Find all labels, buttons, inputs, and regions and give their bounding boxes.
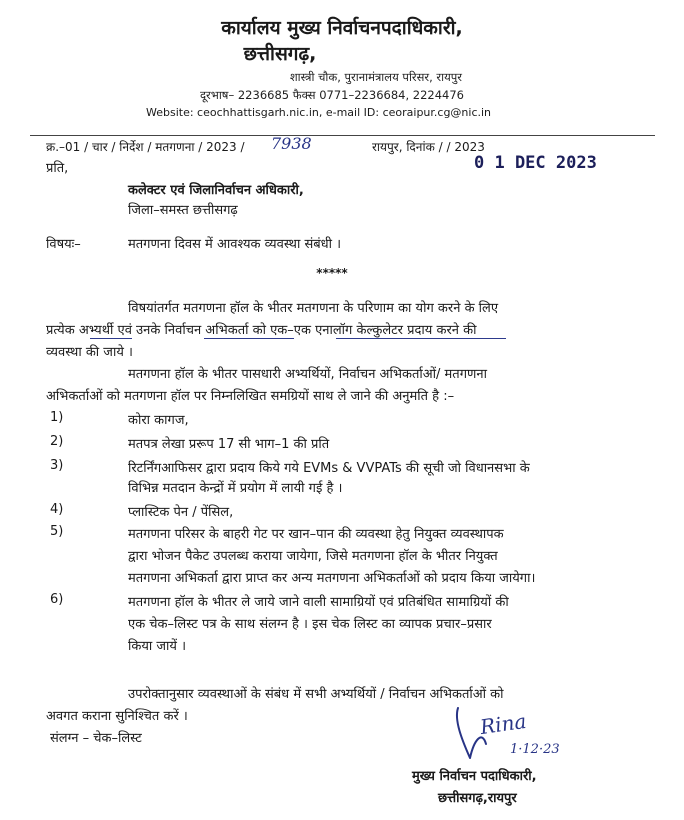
separator: ***** [316, 266, 348, 280]
list-item-text: रिटर्निंगआफिसर द्वारा प्रदाय किये गये EVMs & VVPATs की सूची जो विधानसभा के [128, 461, 530, 476]
list-item-text: मतगणना हॉल के भीतर ले जाये जाने वाली सामाग्रियों एवं प्रतिबंधित सामाग्रियों की [128, 595, 509, 610]
list-item-text: प्लास्टिक पेन / पेंसिल, [128, 505, 234, 520]
handwritten-number: 7938 [271, 134, 312, 153]
closing-line1: उपरोक्तानुसार व्यवस्थाओं के संबंध में सभी अभ्यर्थियों / निर्वाचन अभिकर्ताओं को [128, 687, 504, 702]
office-address: शास्त्री चौक, पुरानामंत्रालय परिसर, रायपुर [289, 70, 462, 84]
list-item-number: 5) [50, 524, 64, 539]
para1-line2: प्रत्येक अभ्यर्थी एवं उनके निर्वाचन अभिकर्ता को एक–एक एनालॉग केल्कुलेटर प्रदाय करने की [46, 323, 477, 338]
place-date: रायपुर, दिनांक / / 2023 [372, 140, 485, 154]
para2-line1: मतगणना हॉल के भीतर पासधारी अभ्यर्थियों, निर्वाचन अभिकर्ताओं/ मतगणना [128, 367, 488, 382]
signature-date: 1·12·23 [510, 742, 560, 757]
signature-initials: Rina [478, 708, 528, 740]
list-item-text: विभिन्न मतदान केन्द्रों में प्रयोग में लायी गई है । [128, 481, 343, 496]
list-item-text: मतगणना अभिकर्ता द्वारा प्राप्त कर अन्य मतगणना अभिकर्ताओं को प्रदाय किया जायेगा। [128, 571, 536, 586]
enclosure-line: संलग्न – चेक–लिस्ट [50, 731, 142, 746]
para1-line3: व्यवस्था की जाये । [46, 345, 133, 360]
para1-line1: विषयांतर्गत मतगणना हॉल के भीतर मतगणना के परिणाम का योग करने के लिए [128, 301, 499, 316]
list-item-number: 4) [50, 502, 64, 517]
closing-line2: अवगत कराना सुनिश्चित करें । [46, 709, 188, 724]
state-title: छत्तीसगढ़, [243, 43, 317, 65]
list-item-text: द्वारा भोजन पैकेट उपलब्ध कराया जायेगा, जिसे मतगणना हॉल के भीतर नियुक्त [128, 549, 498, 564]
recipient-district: जिला–समस्त छत्तीसगढ़ [128, 203, 238, 218]
list-item-number: 1) [50, 410, 64, 425]
para2-line2: अभिकर्ताओं को मतगणना हॉल पर निम्नलिखित समग्रियों साथ ले जाने की अनुमति है :– [46, 389, 455, 404]
list-item-text: किया जायें । [128, 639, 187, 654]
list-item-number: 6) [50, 592, 64, 607]
signatory-place: छत्तीसगढ़,रायपुर [438, 791, 517, 806]
reference-number: क्र.–01 / चार / निर्देश / मतगणना / 2023 / [46, 140, 245, 154]
prati-label: प्रति, [46, 161, 69, 176]
list-item-number: 3) [50, 458, 64, 473]
date-stamp: 0 1 DEC 2023 [474, 153, 597, 173]
signatory-designation: मुख्य निर्वाचन पदाधिकारी, [412, 769, 537, 784]
underline-calculator [336, 338, 506, 339]
list-item-text: कोरा कागज, [128, 413, 189, 428]
office-web: Website: ceochhattisgarh.nic.in, e-mail ID: ceoraipur.cg@nic.in [146, 106, 492, 119]
underline-nirvachan-abhikarta [204, 338, 294, 339]
list-item-text: मतगणना परिसर के बाहरी गेट पर खान–पान की व्यवस्था हेतु नियुक्त व्यवस्थापक [128, 527, 504, 542]
office-phone: दूरभाष– 2236685 फैक्स 0771–2236684, 2224476 [199, 88, 464, 102]
office-title: कार्यालय मुख्य निर्वाचनपदाधिकारी, [221, 17, 463, 39]
recipient-designation: कलेक्टर एवं जिलानिर्वाचन अधिकारी, [128, 183, 304, 198]
subject-label: विषयः– [46, 237, 81, 252]
list-item-text: मतपत्र लेखा प्ररूप 17 सी भाग–1 की प्रति [128, 437, 330, 452]
underline-abhyarthi [90, 338, 132, 339]
list-item-number: 2) [50, 434, 64, 449]
subject-text: मतगणना दिवस में आवश्यक व्यवस्था संबंधी । [128, 237, 342, 252]
header-divider [30, 135, 655, 136]
list-item-text: एक चेक–लिस्ट पत्र के साथ संलग्न है । इस चेक लिस्ट का व्यापक प्रचार–प्रसार [128, 617, 492, 632]
